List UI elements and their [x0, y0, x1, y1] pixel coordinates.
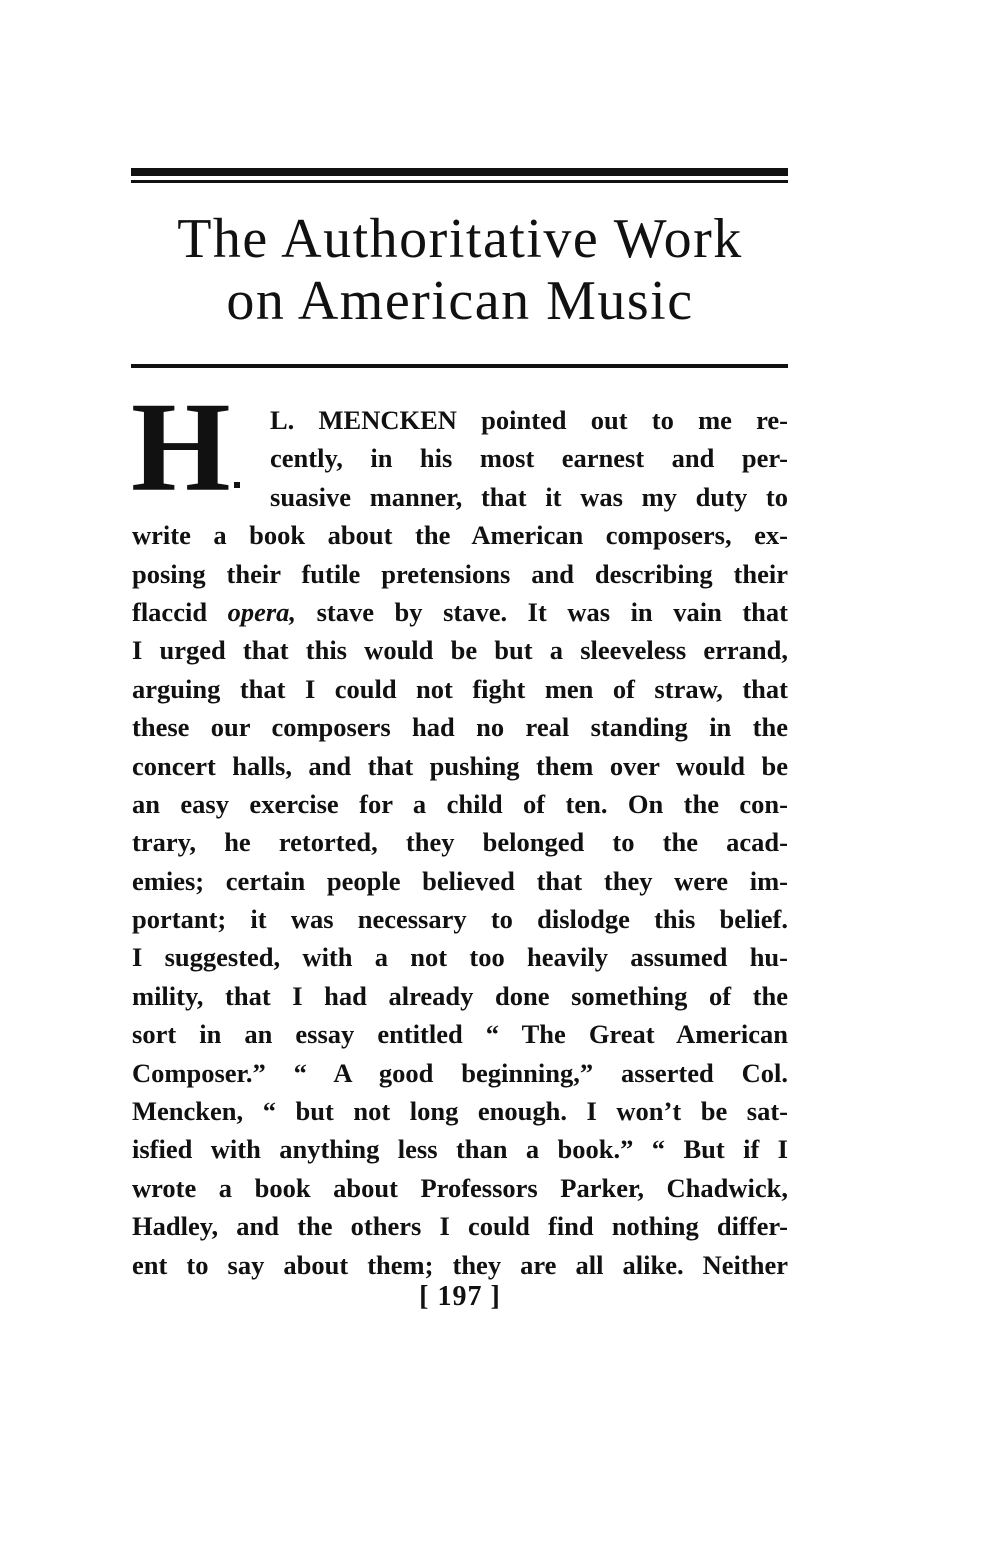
title-rule — [131, 364, 788, 368]
text-line: posing their futile pretensions and describing their — [132, 558, 788, 589]
text-line: arguing that I could not fight men of straw, that — [132, 673, 788, 704]
body-text — [132, 401, 788, 1284]
text-line: trary, he retorted, they belonged to the acad- — [132, 827, 788, 858]
chapter-title — [120, 208, 800, 332]
text-line: I urged that this would be but a sleeveless errand, — [132, 635, 788, 666]
text-line: Hadley, and the others I could find nothing differ- — [132, 1211, 788, 1242]
drop-cap: H — [131, 376, 231, 518]
chapter-title-line-1: The Authoritative Work — [177, 208, 743, 270]
top-rule-thick — [131, 168, 788, 176]
text-line: suasive manner, that it was my duty to — [270, 481, 788, 512]
text-line: isfied with anything less than a book.” “ But if I — [132, 1134, 788, 1165]
text-line: an easy exercise for a child of ten. On the con- — [132, 788, 788, 819]
text-line — [132, 593, 788, 631]
text-line: Composer.” “ A good beginning,” asserted Col. — [132, 1057, 788, 1088]
italic-word: opera, — [227, 596, 297, 627]
text-line: write a book about the American composers, ex- — [132, 520, 788, 551]
text-line: portant; it was necessary to dislodge this belief. — [132, 904, 788, 935]
text-line: ent to say about them; they are all alike. Neither — [132, 1249, 788, 1280]
chapter-title-line-2: on American Music — [226, 270, 694, 332]
page-number: [ 197 ] — [419, 1281, 501, 1312]
text-line: sort in an essay entitled “ The Great American — [132, 1019, 788, 1050]
text-line: mility, that I had already done something of the — [132, 980, 788, 1011]
text-line: L. MENCKEN pointed out to me re- — [270, 405, 788, 435]
text-line: I suggested, with a not too heavily assumed hu- — [132, 942, 788, 973]
text-line: wrote a book about Professors Parker, Chadwick, — [132, 1172, 788, 1203]
top-rule-thin — [131, 180, 788, 183]
text-segment: flaccid — [132, 596, 228, 627]
text-line: these our composers had no real standing in the — [132, 712, 788, 743]
text-line: Mencken, “ but not long enough. I won’t be sat- — [132, 1096, 788, 1127]
text-line: emies; certain people believed that they were im- — [132, 865, 788, 896]
text-segment: stave by stave. It was in vain that — [296, 596, 788, 627]
text-line: concert halls, and that pushing them over would be — [132, 750, 788, 781]
text-line: cently, in his most earnest and per- — [270, 443, 788, 474]
